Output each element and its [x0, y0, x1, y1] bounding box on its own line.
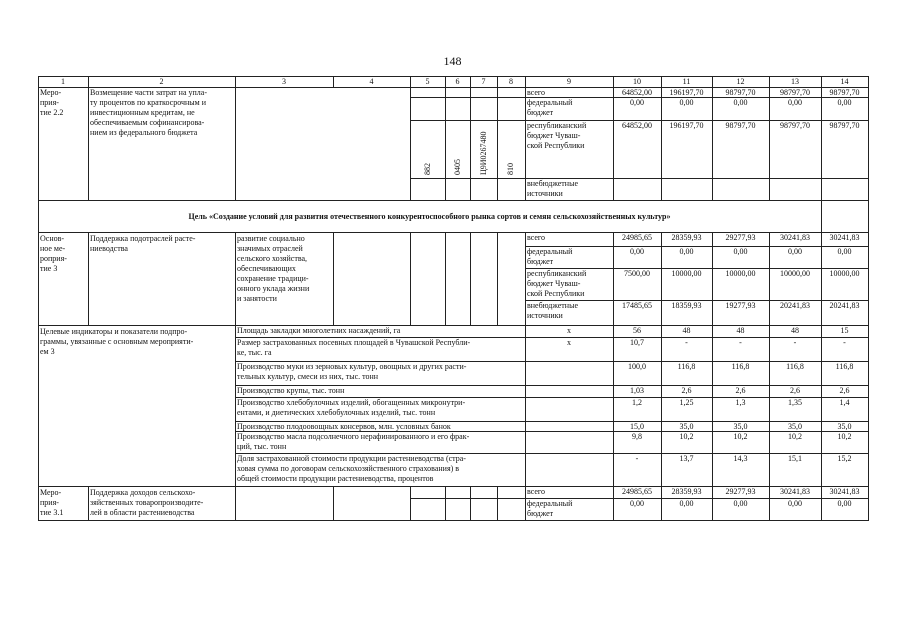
indicator-value: 2,6 — [681, 386, 692, 395]
funding-source: всего — [527, 487, 546, 496]
indicator-name: Производство плодоовощных консервов, млн. условных банок — [237, 422, 451, 431]
indicator-name: Площадь закладки многолетних насаждений, га — [237, 326, 401, 335]
funding-source: федеральный бюджет — [527, 98, 573, 117]
table-rule — [38, 486, 39, 520]
table-rule — [821, 87, 822, 200]
indicator-value: 116,8 — [835, 362, 854, 371]
indicator-value: 2,6 — [839, 386, 850, 395]
table-rule — [613, 325, 614, 486]
table-rule — [821, 232, 822, 325]
indicator-name: Размер застрахованных посевных площадей в Чувашской Республи- ке, тыс. га — [237, 338, 471, 357]
table-rule — [497, 232, 498, 325]
budget-value: 20241,83 — [829, 301, 860, 310]
indicator-value: - — [843, 338, 846, 347]
indicator-value: х — [567, 338, 571, 347]
table-rule — [525, 486, 526, 520]
budget-value: 28359,93 — [671, 487, 702, 496]
budget-value: 0,00 — [733, 499, 748, 508]
indicator-value: 10,2 — [837, 432, 852, 441]
table-rule — [235, 486, 236, 520]
indicator-value: 10,2 — [788, 432, 802, 441]
table-rule — [769, 87, 770, 200]
indicator-value: 116,8 — [677, 362, 696, 371]
measure-name: Поддержка доходов сельскохо- зяйственных товаропроизводите- лей в области растениеводства — [90, 488, 204, 517]
column-number: 6 — [455, 77, 460, 86]
table-rule — [38, 232, 39, 325]
table-rule — [410, 97, 526, 98]
table-rule — [38, 87, 39, 200]
table-rule — [868, 76, 869, 87]
measure-goal: развитие социально значимых отраслей сельского хозяйства, обеспечивающих сохранение традици- онного уклада жизни и занятости — [237, 234, 310, 303]
budget-value: 29277,93 — [725, 487, 756, 496]
table-rule — [235, 325, 236, 486]
budget-value: 0,00 — [837, 499, 852, 508]
table-rule — [333, 76, 334, 87]
table-rule — [525, 232, 526, 325]
budget-value: 30241,83 — [829, 233, 860, 242]
table-rule — [38, 325, 39, 486]
table-rule — [661, 325, 662, 486]
indicator-name: Производство муки из зерновых культур, овощных и других расти- тельных культур, смеси из них, тыс. тонн — [237, 362, 467, 381]
budget-value: 0,00 — [733, 247, 748, 256]
table-rule — [470, 232, 471, 325]
table-rule — [497, 76, 498, 87]
budget-value: 98797,70 — [725, 121, 756, 130]
indicator-value: 15,0 — [630, 422, 644, 431]
table-rule — [497, 87, 498, 200]
indicator-value: 1,35 — [788, 398, 802, 407]
budget-value: 10000,00 — [725, 269, 756, 278]
table-rule — [769, 76, 770, 87]
budget-value: 7500,00 — [624, 269, 650, 278]
column-number: 2 — [159, 77, 164, 86]
table-rule — [410, 486, 411, 520]
budget-value: 0,00 — [788, 247, 802, 256]
budget-value: 17485,65 — [622, 301, 652, 310]
budget-value: 196197,70 — [669, 88, 704, 97]
indicator-value: 10,7 — [630, 338, 644, 347]
table-rule — [38, 486, 236, 487]
table-rule — [769, 232, 770, 325]
table-rule — [470, 486, 471, 520]
budget-value: 29277,93 — [725, 233, 756, 242]
measure-name: Возмещение части затрат на упла- ту процентов по краткосрочным и инвестиционным кредитам, не обеспечиваемым софинансирова- нием из федерального бюджета — [90, 88, 207, 137]
indicator-value: 15,2 — [837, 454, 852, 463]
table-rule — [661, 76, 662, 87]
table-rule — [821, 200, 822, 232]
table-rule — [410, 178, 526, 179]
indicator-value: 1,03 — [630, 386, 644, 395]
budget-value: 19277,93 — [725, 301, 756, 310]
indicator-value: 48 — [682, 326, 691, 335]
table-rule — [712, 76, 713, 87]
column-number: 1 — [61, 77, 65, 86]
table-rule — [88, 232, 89, 325]
table-rule — [613, 76, 614, 87]
table-rule — [235, 87, 236, 200]
indicator-value: 1,4 — [839, 398, 850, 407]
table-rule — [712, 87, 713, 200]
table-rule — [661, 87, 662, 200]
budget-value: 18359,93 — [671, 301, 702, 310]
table-rule — [38, 76, 39, 87]
table-rule — [235, 76, 236, 87]
measure-name: Поддержка подотраслей расте- ниеводства — [90, 234, 196, 253]
indicator-name: Производство крупы, тыс. тонн — [237, 386, 345, 395]
funding-source: республиканский бюджет Чуваш- ской Республики — [527, 121, 587, 150]
column-number: 10 — [633, 77, 641, 86]
table-rule — [769, 325, 770, 486]
table-rule — [470, 87, 471, 200]
table-rule — [821, 76, 822, 87]
indicator-value: 2,6 — [790, 386, 800, 395]
measure-type: Меро- прия- тие 3.1 — [40, 488, 64, 517]
indicator-value: 15,1 — [788, 454, 802, 463]
budget-value: 0,00 — [679, 499, 694, 508]
indicator-value: 13,7 — [679, 454, 694, 463]
indicator-name: Производство масла подсолнечного нерафинированного и его фрак- ций, тыс. тонн — [237, 432, 470, 451]
budget-value: 0,00 — [630, 247, 644, 256]
indicator-value: 48 — [791, 326, 799, 335]
budget-value: 30241,83 — [780, 233, 810, 242]
funding-source: внебюджетные источники — [527, 179, 578, 198]
budget-value: 0,00 — [837, 247, 852, 256]
table-rule — [712, 232, 713, 325]
funding-source: федеральный бюджет — [527, 499, 573, 518]
table-rule — [525, 87, 526, 200]
indicators-label: Целевые индикаторы и показатели подпро- граммы, увязанные с основным мероприяти- ем 3 — [40, 327, 194, 356]
indicator-value: 1,25 — [679, 398, 694, 407]
column-number: 9 — [567, 77, 571, 86]
budget-value: 0,00 — [837, 98, 852, 107]
budget-value: 98797,70 — [780, 121, 810, 130]
table-rule — [445, 87, 446, 200]
table-rule — [661, 232, 662, 325]
indicator-value: 48 — [736, 326, 745, 335]
funding-source: внебюджетные источники — [527, 301, 578, 320]
table-rule — [868, 325, 869, 486]
indicator-value: 1,2 — [632, 398, 642, 407]
indicator-value: - — [635, 454, 639, 463]
table-rule — [525, 76, 526, 87]
indicator-value: 116,8 — [731, 362, 750, 371]
budget-value: 10000,00 — [671, 269, 702, 278]
column-number: 11 — [682, 77, 691, 86]
funding-source: всего — [527, 233, 546, 242]
budget-value: 98797,70 — [829, 88, 860, 97]
funding-source: федеральный бюджет — [527, 247, 573, 266]
table-rule — [868, 232, 869, 325]
table-rule — [613, 232, 614, 325]
indicator-value: 35,0 — [837, 422, 852, 431]
table-rule — [88, 486, 89, 520]
table-rule — [712, 486, 713, 520]
table-rule — [410, 232, 411, 325]
column-number: 13 — [791, 77, 799, 86]
indicator-value: 9,8 — [632, 432, 642, 441]
column-number: 5 — [425, 77, 430, 86]
column-number: 14 — [840, 77, 849, 86]
indicator-value: 56 — [633, 326, 641, 335]
table-rule — [410, 76, 411, 87]
budget-value: 30241,83 — [829, 487, 860, 496]
goal-heading: Цель «Создание условий для развития отечественного конкурентоспособного рынка сортов и семян сельскохозяйственных культур» — [188, 212, 671, 221]
budget-value: 10000,00 — [829, 269, 860, 278]
indicator-value: - — [685, 338, 688, 347]
budget-value: 196197,70 — [669, 121, 704, 130]
table-rule — [525, 325, 526, 486]
budget-code: 0405 — [452, 159, 462, 175]
table-rule — [235, 232, 236, 325]
column-number: 8 — [509, 77, 513, 86]
measure-type: Основ- ное ме- роприя- тие 3 — [40, 234, 67, 273]
indicator-value: 35,0 — [679, 422, 694, 431]
indicator-value: 35,0 — [733, 422, 748, 431]
table-rule — [769, 486, 770, 520]
table-rule — [868, 87, 869, 200]
table-rule — [410, 120, 526, 121]
indicator-value: 1,3 — [735, 398, 746, 407]
table-rule — [661, 486, 662, 520]
page-number: 148 — [443, 54, 462, 68]
table-rule — [445, 76, 446, 87]
table-rule — [712, 325, 713, 486]
budget-value: 24985,65 — [622, 233, 652, 242]
table-rule — [38, 520, 869, 521]
funding-source: республиканский бюджет Чуваш- ской Республики — [527, 269, 587, 298]
budget-value: 10000,00 — [780, 269, 810, 278]
budget-value: 20241,83 — [780, 301, 810, 310]
budget-value: 98797,70 — [829, 121, 860, 130]
indicator-value: 15 — [840, 326, 849, 335]
column-number: 12 — [736, 77, 745, 86]
budget-value: 0,00 — [679, 98, 694, 107]
indicator-value: 10,2 — [679, 432, 694, 441]
table-rule — [470, 76, 471, 87]
budget-value: 64852,00 — [622, 121, 652, 130]
table-rule — [613, 486, 614, 520]
indicator-value: 35,0 — [788, 422, 802, 431]
indicator-value: 116,8 — [786, 362, 804, 371]
table-rule — [38, 200, 869, 201]
budget-value: 0,00 — [733, 98, 748, 107]
indicator-value: - — [739, 338, 742, 347]
indicator-name: Доля застрахованной стоимости продукции растениеводства (стра- ховая сумма по договорам сельскохозяйственного страхования) в общей стоимости продукции растениеводства, процентов — [237, 454, 466, 483]
table-rule — [821, 325, 822, 486]
budget-value: 30241,83 — [780, 487, 810, 496]
table-rule — [613, 87, 614, 200]
table-rule — [88, 76, 89, 87]
table-rule — [333, 232, 334, 325]
table-rule — [410, 87, 411, 200]
column-number: 7 — [481, 77, 486, 86]
table-rule — [821, 486, 822, 520]
table-rule — [410, 498, 526, 499]
indicator-value: 14,3 — [733, 454, 748, 463]
table-rule — [868, 486, 869, 520]
indicator-name: Производство хлебобулочных изделий, обогащенных микронутри- ентами, и диетических хлебобулочных изделий, тыс. тонн — [237, 398, 466, 417]
budget-value: 28359,93 — [671, 233, 702, 242]
table-rule — [333, 486, 334, 520]
table-rule — [868, 200, 869, 232]
budget-value: 98797,70 — [780, 88, 810, 97]
budget-value: 24985,65 — [622, 487, 652, 496]
budget-code: 810 — [506, 163, 515, 175]
indicator-value: - — [793, 338, 797, 347]
column-number: 4 — [369, 77, 374, 86]
table-rule — [445, 486, 446, 520]
budget-code: Ц9И0267480 — [478, 131, 488, 175]
indicator-value: 2,6 — [735, 386, 746, 395]
table-rule — [88, 87, 89, 200]
table-rule — [497, 486, 498, 520]
budget-value: 64852,00 — [622, 88, 652, 97]
funding-source: всего — [527, 88, 546, 97]
budget-value: 0,00 — [679, 247, 694, 256]
table-rule — [445, 232, 446, 325]
budget-value: 98797,70 — [725, 88, 756, 97]
budget-value: 0,00 — [788, 98, 802, 107]
budget-value: 0,00 — [630, 98, 644, 107]
indicator-value: 10,2 — [733, 432, 748, 441]
budget-value: 0,00 — [630, 499, 644, 508]
column-number: 3 — [282, 77, 286, 86]
indicator-value: х — [567, 326, 571, 335]
budget-value: 0,00 — [788, 499, 802, 508]
indicator-value: 100,0 — [628, 362, 646, 371]
measure-type: Меро- прия- тие 2.2 — [40, 88, 64, 117]
budget-code: 882 — [422, 163, 432, 175]
